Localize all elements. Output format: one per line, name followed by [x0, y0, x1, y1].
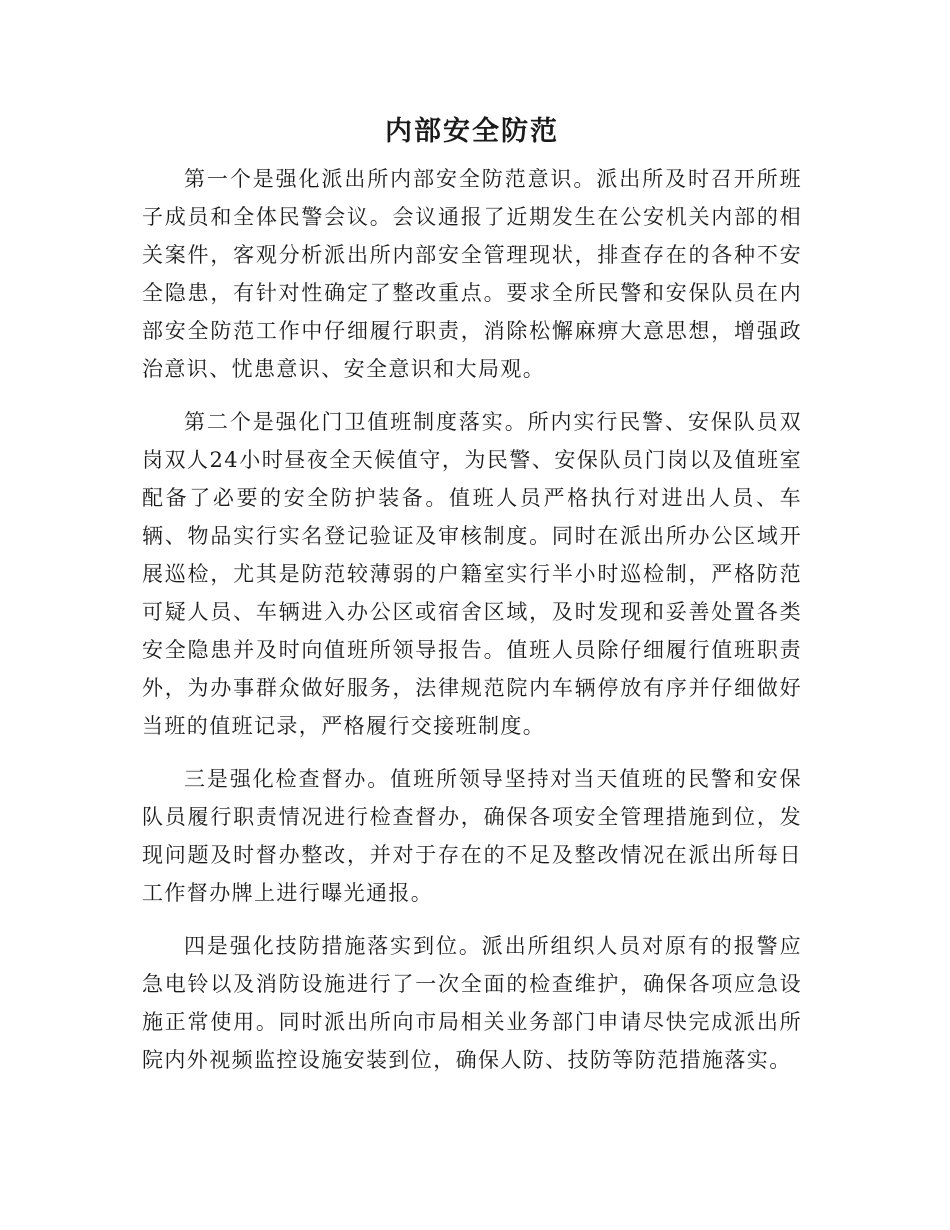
paragraph-4: 四是强化技防措施落实到位。派出所组织人员对原有的报警应急电铃以及消防设施进行了一次全面的检查维护，确保各项应急设施正常使用。同时派出所向市局相关业务部门申请尽快完成派出所院内外视频监控设施安装到位，确保人防、技防等防范措施落实。 [142, 934, 802, 1072]
paragraph-2: 第二个是强化门卫值班制度落实。所内实行民警、安保队员双岗双人24小时昼夜全天候值守，为民警、安保队员门岗以及值班室配备了必要的安全防护装备。值班人员严格执行对进出人员、车辆、物品实行实名登记验证及审核制度。同时在派出所办公区域开展巡检，尤其是防范较薄弱的户籍室实行半小时巡检制，严格防范可疑人员、车辆进入办公区或宿舍区域，及时发现和妥善处置各类安全隐患并及时向值班所领导报告。值班人员除仔细履行值班职责外，为办事群众做好服务，法律规范院内车辆停放有序并仔细做好当班的值班记录，严格履行交接班制度。 [142, 410, 802, 738]
paragraph-1: 第一个是强化派出所内部安全防范意识。派出所及时召开所班子成员和全体民警会议。会议通报了近期发生在公安机关内部的相关案件，客观分析派出所内部安全管理现状，排查存在的各种不安全隐患，有针对性确定了整改重点。要求全所民警和安保队员在内部安全防范工作中仔细履行职责，消除松懈麻痹大意思想，增强政治意识、忧患意识、安全意识和大局观。 [142, 167, 802, 381]
document-page [142, 112, 802, 1079]
document-title: 内部安全防范 [385, 116, 559, 147]
paragraph-3: 三是强化检查督办。值班所领导坚持对当天值班的民警和安保队员履行职责情况进行检查督办，确保各项安全管理措施到位，发现问题及时督办整改，并对于存在的不足及整改情况在派出所每日工作督办牌上进行曝光通报。 [142, 767, 802, 905]
